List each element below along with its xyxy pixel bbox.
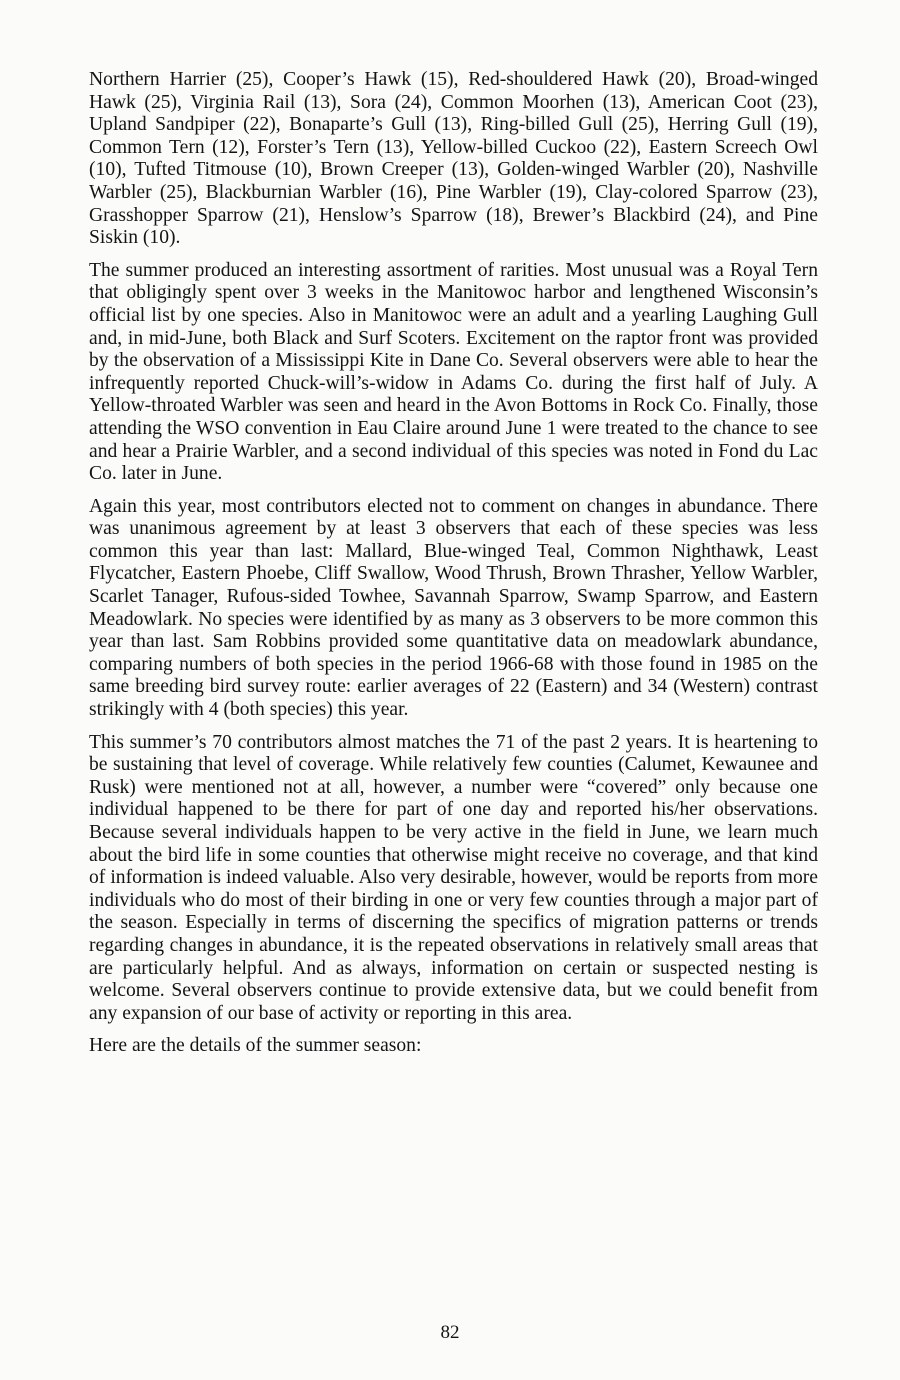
page-number: 82 xyxy=(440,1322,460,1343)
paragraph-species-list: Northern Harrier (25), Cooper’s Hawk (15), Red-shouldered Hawk (20), Broad-winged Hawk (25), Virginia Rail (13), Sora (24), Common Moorhen (13), American Coot (23), Upland Sandpiper (22), Bonaparte’s Gull (13), Ring-billed Gull (25), Herring Gull (19), Common Tern (12), Forster’s Tern (13), Yellow-billed Cuckoo (22), Eastern Screech Owl (10), Tufted Titmouse (10), Brown Creeper (13), Golden-winged Warbler (20), Nashville Warbler (25), Blackburnian Warbler (16), Pine Warbler (19), Clay-colored Sparrow (23), Grasshopper Sparrow (21), Henslow’s Sparrow (18), Brewer’s Blackbird (24), and Pine Siskin (10). xyxy=(89,69,818,249)
body-text xyxy=(89,69,818,1068)
paragraph-details-intro: Here are the details of the summer season: xyxy=(89,1035,422,1057)
paragraph-abundance: Again this year, most contributors elected not to comment on changes in abundance. There was unanimous agreement by at least 3 observers that each of these species was less common this year than last: Mallard, Blue-winged Teal, Common Nighthawk, Least Flycatcher, Eastern Phoebe, Cliff Swallow, Wood Thrush, Brown Thrasher, Yellow Warbler, Scarlet Tanager, Rufous-sided Towhee, Savannah Sparrow, Swamp Sparrow, and Eastern Meadowlark. No species were identified by as many as 3 observers to be more common this year than last. Sam Robbins provided some quantitative data on meadowlark abundance, comparing numbers of both species in the period 1966-68 with those found in 1985 on the same breeding bird survey route: earlier averages of 22 (Eastern) and 34 (Western) contrast strikingly with 4 (both species) this year. xyxy=(89,495,818,721)
paragraph-contributors: This summer’s 70 contributors almost matches the 71 of the past 2 years. It is heartening to be sustaining that level of coverage. While relatively few counties (Calumet, Kewaunee and Rusk) were mentioned not at all, however, a number were “covered” only because one individual happened to be there for part of one day and reported his/her observations. Because several individuals happen to be very active in the field in June, we learn much about the bird life in some counties that otherwise might receive no coverage, and that kind of information is indeed valuable. Also very desirable, however, would be reports from more individuals who do most of their birding in one or very few counties through a major part of the season. Especially in terms of discerning the specifics of migration patterns or trends regarding changes in abundance, it is the repeated observations in relatively small areas that are particularly helpful. And as always, information on certain or suspected nesting is welcome. Several observers continue to provide extensive data, but we could benefit from any expansion of our base of activity or reporting in this area. xyxy=(89,731,818,1024)
paragraph-rarities: The summer produced an interesting assortment of rarities. Most unusual was a Royal Tern that obligingly spent over 3 weeks in the Manitowoc harbor and lengthened Wisconsin’s official list by one species. Also in Manitowoc were an adult and a yearling Laughing Gull and, in mid-June, both Black and Surf Scoters. Excitement on the raptor front was provided by the observation of a Mississippi Kite in Dane Co. Several observers were able to hear the infrequently reported Chuck-will’s-widow in Adams Co. during the first half of July. A Yellow-throated Warbler was seen and heard in the Avon Bottoms in Rock Co. Finally, those attending the WSO convention in Eau Claire around June 1 were treated to the chance to see and hear a Prairie Warbler, and a second individual of this species was noted in Fond du Lac Co. later in June. xyxy=(89,259,818,485)
